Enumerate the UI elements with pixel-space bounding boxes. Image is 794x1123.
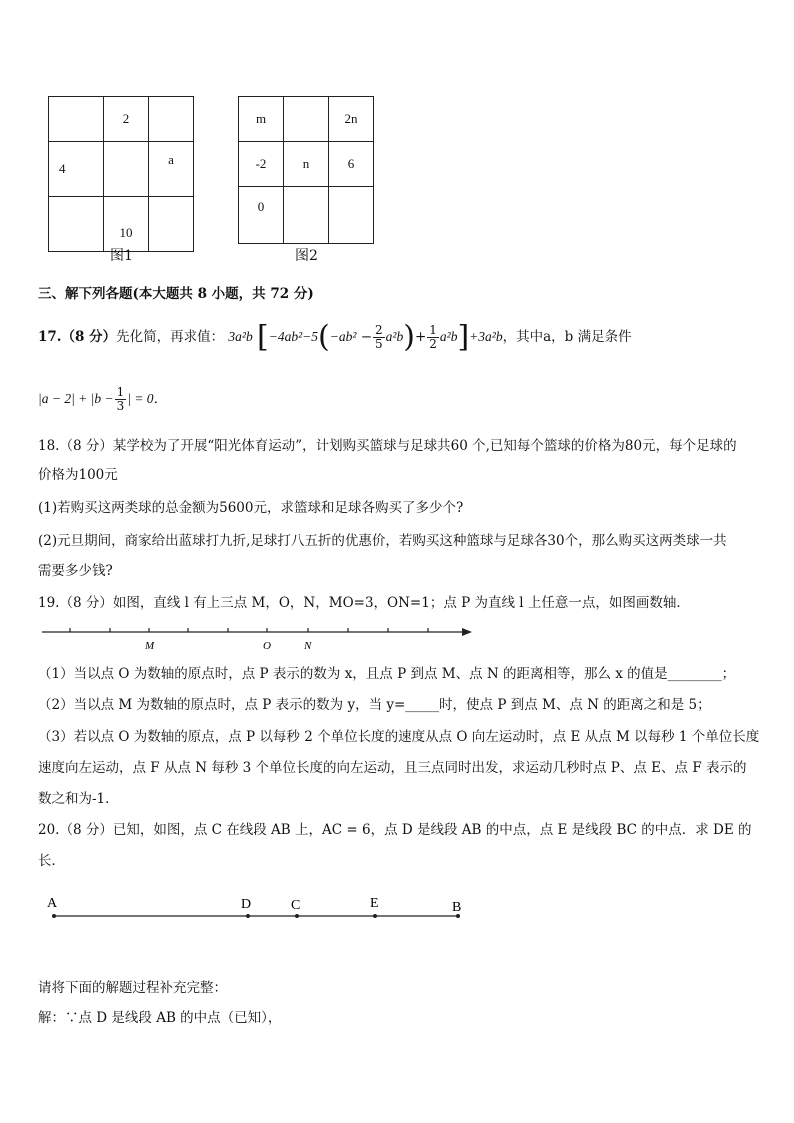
q17-score: （8 分）: [61, 329, 117, 345]
q17-fraction-1-3: [115, 386, 127, 413]
q19-part-3-line-3: 数之和为-1．: [38, 791, 119, 807]
q17-right-bracket: ]: [457, 319, 470, 355]
grid1-cell: 2: [104, 97, 149, 142]
number-line-label-m: M: [145, 640, 155, 652]
fraction-denominator: 5: [375, 337, 383, 351]
fraction-numerator: 1: [116, 385, 125, 399]
label-d: D: [241, 897, 252, 912]
grid1-cell: [149, 97, 194, 142]
number-line-label-o: O: [263, 640, 271, 652]
grid2-cell: [329, 187, 374, 244]
q17-term: a²b: [439, 329, 458, 344]
grid-figure-2: [238, 96, 374, 244]
grid1-caption: 图1: [110, 248, 133, 264]
q19-number-line: [38, 622, 478, 652]
q20-segment-figure: [40, 890, 480, 926]
q17-fraction-1-2: [427, 324, 439, 351]
q17-term: a²b: [385, 329, 404, 344]
q19-part-2: （2）当以点 M 为数轴的原点时，点 P 表示的数为 y，当 y=_____时，使点 P 到点 M、点 N 的距离之和是 5；: [38, 697, 711, 713]
question-17: [38, 319, 632, 355]
grid-figure-1: [48, 96, 194, 252]
q17-number: 17.: [38, 329, 62, 345]
grid2-cell: 2n: [329, 97, 374, 142]
grid1-cell: [49, 197, 104, 252]
grid1-cell: [49, 97, 104, 142]
grid2-cell: [284, 97, 329, 142]
q19-part-3-line-1: （3）若以点 O 为数轴的原点，点 P 以每秒 2 个单位长度的速度从点 O 向左运动时，点 E 从点 M 以每秒 1 个单位长度: [38, 729, 760, 745]
q17-minus: −: [360, 329, 373, 345]
point-d: [246, 914, 250, 918]
q19-part-3-line-2: 速度向左运动，点 F 从点 N 每秒 3 个单位长度的向左运动，且三点同时出发，求运动几秒时点 P、点 E、点 F 表示的: [38, 760, 747, 776]
fraction-denominator: 3: [116, 399, 125, 413]
q18-part-2-line-2: 需要多少钱?: [38, 563, 113, 579]
point-c: [295, 914, 299, 918]
q20-line-2: 长．: [38, 853, 65, 869]
q18-line-2: 价格为100元: [38, 467, 118, 483]
q20-solution: 解：∵点 D 是线段 AB 的中点（已知），: [38, 1010, 282, 1026]
q17-left-paren: (: [318, 319, 330, 355]
q18-part-1: (1)若购买这两类球的总金额为5600元，求篮球和足球各购买了多少个?: [38, 500, 464, 516]
q17-condition-left: |a − 2| + |b −: [38, 391, 114, 406]
label-b: B: [452, 900, 462, 915]
q17-term: +3a²b: [469, 329, 503, 344]
grid1-cell: [104, 142, 149, 197]
q17-condition: [38, 384, 167, 414]
fraction-denominator: 2: [429, 337, 437, 351]
point-a: [52, 914, 56, 918]
label-e: E: [370, 896, 379, 911]
grid2-cell: n: [284, 142, 329, 187]
q19-part-1: （1）当以点 O 为数轴的原点时，点 P 表示的数为 x，且点 P 到点 M、点 N 的距离相等，那么 x 的值是________；: [38, 666, 736, 682]
grid2-cell: [284, 187, 329, 244]
q17-tail: ，其中a，b 满足条件: [502, 329, 632, 345]
q20-line-1: 20.（8 分）已知，如图，点 C 在线段 AB 上，AC = 6，点 D 是线段 AB 的中点，点 E 是线段 BC 的中点．求 DE 的: [38, 822, 752, 838]
q19-line-1: 19.（8 分）如图，直线 l 有上三点 M，O，N，MO=3，ON=1；点 P 为直线 l 上任意一点，如图画数轴．: [38, 595, 690, 611]
q17-fraction-2-5: [373, 324, 385, 351]
label-c: C: [291, 898, 301, 913]
grid1-cell: [149, 197, 194, 252]
q17-term: −ab²: [329, 329, 357, 344]
grid1-cell: 4: [49, 142, 104, 197]
grid1-cell: a: [149, 142, 194, 197]
q18-part-2-line-1: (2)元旦期间，商家给出蓝球打九折,足球打八五折的优惠价，若购买这种篮球与足球各30个，那么购买这两类球一共: [38, 533, 727, 549]
fraction-numerator: 2: [375, 323, 383, 337]
label-a: A: [47, 896, 58, 911]
q17-term: 3a²b: [228, 329, 253, 344]
number-line-arrowhead: [462, 628, 472, 636]
q20-prompt: 请将下面的解题过程补充完整：: [38, 980, 227, 996]
q17-lead: 先化简，再求值：: [116, 329, 225, 345]
q17-left-bracket: [: [257, 319, 269, 355]
grid1-cell: 10: [104, 197, 149, 252]
number-line-label-n: N: [304, 640, 312, 652]
q17-condition-right: | = 0．: [127, 391, 168, 406]
q17-term: −4ab²: [268, 329, 303, 344]
q17-right-paren: ): [403, 319, 415, 355]
section-3-heading: 三、解下列各题(本大题共 8 小题，共 72 分): [38, 286, 314, 302]
q17-term: −5: [302, 329, 319, 344]
q17-plus: +: [414, 329, 427, 345]
grid2-cell: -2: [239, 142, 284, 187]
grid2-cell: 6: [329, 142, 374, 187]
grid2-cell: 0: [239, 187, 284, 244]
point-e: [373, 914, 377, 918]
q18-line-1: 18.（8 分）某学校为了开展“阳光体育运动”，计划购买篮球与足球共60 个,已知每个篮球的价格为80元，每个足球的: [38, 438, 737, 454]
grid2-caption: 图2: [295, 248, 318, 264]
fraction-numerator: 1: [429, 323, 437, 337]
grid2-cell: m: [239, 97, 284, 142]
